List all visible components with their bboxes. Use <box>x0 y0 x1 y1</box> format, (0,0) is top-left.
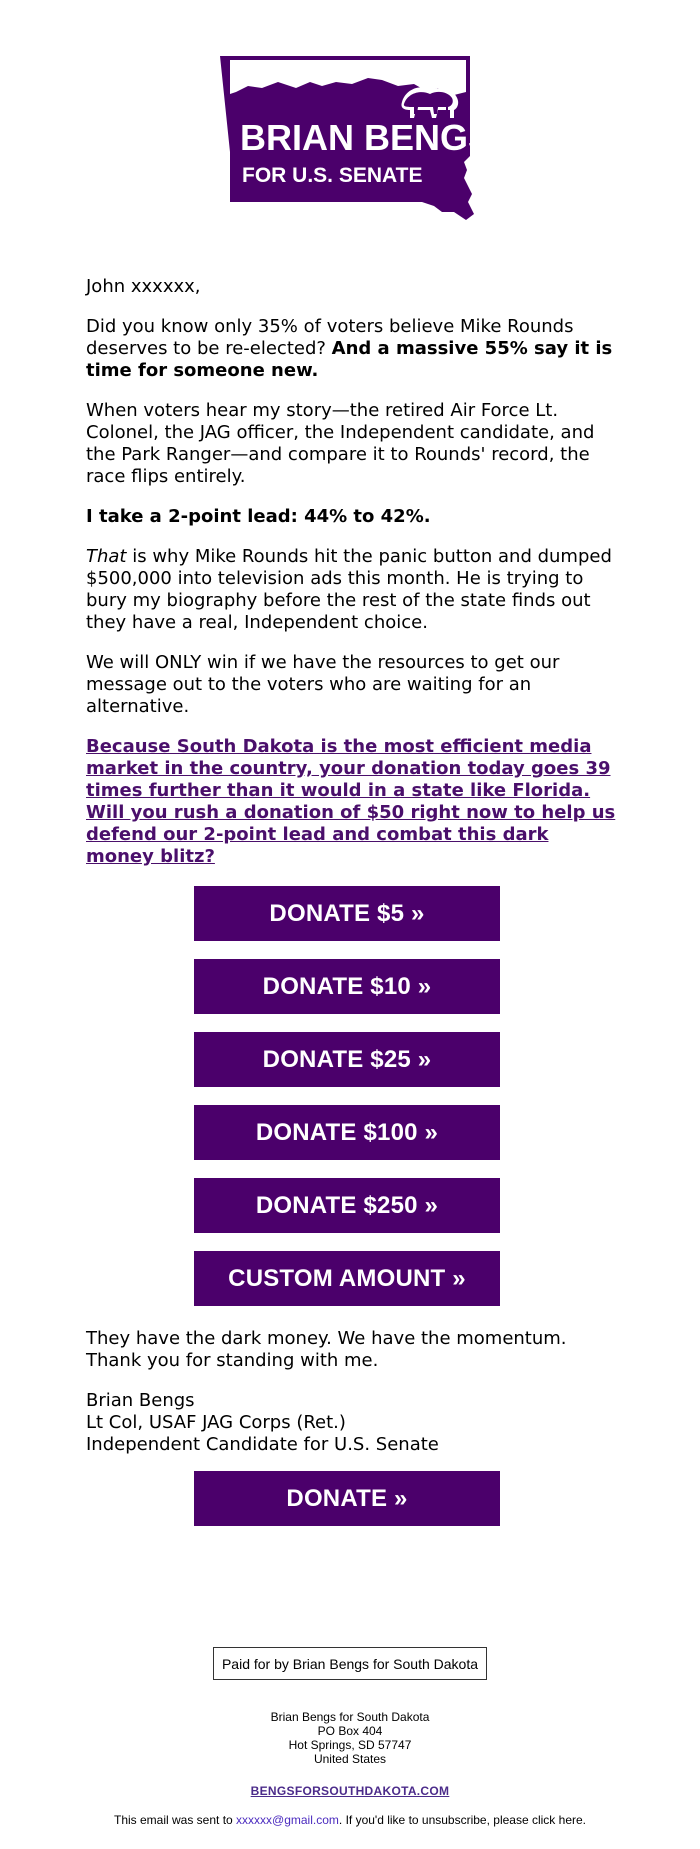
paragraph-story: When voters hear my story—the retired Air Force Lt. Colonel, the JAG officer, the Independent candidate, and the Park Ranger—and compare it to Rounds' record, the race flips entirely. <box>86 400 595 487</box>
paragraph-rounds-text: is why Mike Rounds hit the panic button and dumped $500,000 into television ads this month. He is trying to bury my biography before the rest of the state finds out they have a real, Independent choice. <box>86 546 612 633</box>
donate-button[interactable]: DONATE » <box>194 1471 500 1526</box>
address-country: United States <box>313 1752 387 1766</box>
greeting: John xxxxxx, <box>86 276 201 297</box>
donate-100-button[interactable]: DONATE $100 » <box>194 1105 500 1160</box>
donate-25-button[interactable]: DONATE $25 » <box>194 1032 500 1087</box>
paid-for-disclaimer: Paid for by Brian Bengs for South Dakota <box>213 1647 487 1680</box>
paragraph-rounds-emphasis: That <box>86 546 127 567</box>
address-city: Hot Springs, SD 57747 <box>288 1738 412 1752</box>
custom-amount-button[interactable]: CUSTOM AMOUNT » <box>194 1251 500 1306</box>
logo-subtitle: FOR U.S. SENATE <box>242 164 423 187</box>
paragraph-rounds <box>86 546 618 634</box>
paragraph-poll-text: Did you know only 35% of voters believe Mike Rounds deserves to be re-elected? <box>86 316 574 359</box>
signature-title: Lt Col, USAF JAG Corps (Ret.) <box>86 1412 346 1433</box>
website-link[interactable]: BENGSFORSOUTHDAKOTA.COM <box>250 1784 450 1798</box>
paragraph-resources: We will ONLY win if we have the resources to get our message out to the voters who are waiting for an alternative. <box>86 652 560 717</box>
paragraph-momentum: They have the dark money. We have the momentum. Thank you for standing with me. <box>86 1328 567 1371</box>
recipient-email-link[interactable]: xxxxxx@gmail.com <box>236 1813 339 1827</box>
signature-role: Independent Candidate for U.S. Senate <box>86 1434 439 1455</box>
signature <box>86 1390 618 1456</box>
paragraph-lead: I take a 2-point lead: 44% to 42%. <box>86 506 431 527</box>
address-org: Brian Bengs for South Dakota <box>270 1710 430 1724</box>
donate-10-button[interactable]: DONATE $10 » <box>194 959 500 1014</box>
donate-5-button[interactable]: DONATE $5 » <box>194 886 500 941</box>
unsubscribe-text-start: This email was sent to <box>113 1813 237 1827</box>
address-po: PO Box 404 <box>317 1724 383 1738</box>
campaign-logo <box>218 52 484 222</box>
donation-appeal-link[interactable]: Because South Dakota is the most efficient media market in the country, your donation today goes 39 times further than it would in a state like Florida. Will you rush a donation of $50 right now to help us defend our 2-point lead and combat this dark money blitz? <box>86 736 616 867</box>
unsubscribe-text-end[interactable]: . If you'd like to unsubscribe, please click here. <box>338 1813 586 1827</box>
paragraph-poll <box>86 316 618 382</box>
unsubscribe-notice <box>0 1813 700 1827</box>
paragraph-poll-bold: And a massive 55% say it is time for someone new. <box>86 338 613 381</box>
south-dakota-bison-logo-icon <box>218 52 484 222</box>
logo-title: BRIAN BENGS <box>240 117 484 158</box>
donate-250-button[interactable]: DONATE $250 » <box>194 1178 500 1233</box>
mailing-address <box>0 1710 700 1766</box>
signature-name: Brian Bengs <box>86 1390 195 1411</box>
